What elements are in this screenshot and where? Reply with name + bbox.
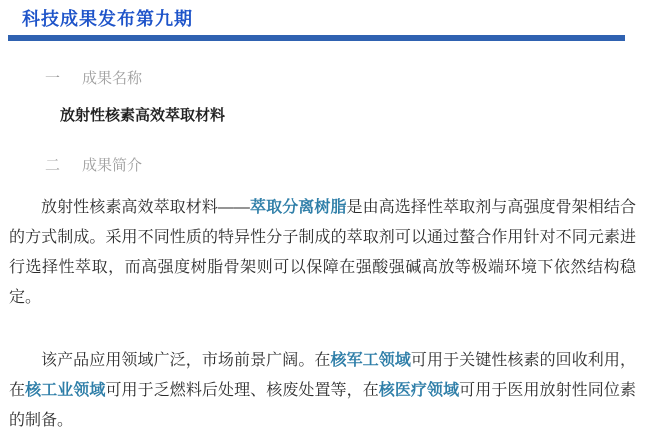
intro-paragraph [9, 193, 636, 313]
intro-highlight-term: 萃取分离树脂 [249, 199, 347, 216]
intro-rest-text: 是由高选择性萃取剂与高强度骨架相结合的方式制成。采用不同性质的特异性分子制成的萃取剂可以通过螯合作用针对不同元素进行选择性萃取，而高强度树脂骨架则可以保障在强酸强碱高放等极端环境下依然结构稳定。 [9, 199, 636, 306]
page-title: 科技成果发布第九期 [22, 9, 193, 29]
section-two-heading [0, 156, 645, 176]
section-one-label: 成果名称 [82, 70, 143, 87]
section-achievement-intro [0, 156, 645, 436]
article-page [0, 8, 645, 447]
section-one-heading [0, 69, 645, 89]
apps-highlight-military: 核军工领域 [330, 352, 411, 369]
apps-highlight-medical: 核医疗领域 [378, 382, 460, 399]
apps-segment-2: 可用于关键性核素的回收利用，在 [9, 352, 636, 399]
apps-segment-3: 可用于乏燃料后处理、核废处置等，在 [105, 382, 379, 399]
intro-lead-text: 放射性核素高效萃取材料—— [41, 199, 250, 216]
section-one-number: 一 [45, 70, 61, 87]
section-achievement-name [0, 69, 645, 126]
apps-segment-1: 该产品应用领域广泛，市场前景广阔。在 [41, 352, 331, 369]
section-two-number: 二 [45, 157, 61, 174]
applications-paragraph [9, 346, 636, 436]
section-two-label: 成果简介 [82, 157, 143, 174]
apps-segment-4: 可用于医用放射性同位素的制备。 [9, 382, 636, 429]
apps-highlight-industry: 核工业领域 [25, 382, 106, 399]
title-underline-bar [8, 35, 625, 41]
achievement-name: 放射性核素高效萃取材料 [60, 107, 226, 124]
article-header [0, 8, 645, 41]
